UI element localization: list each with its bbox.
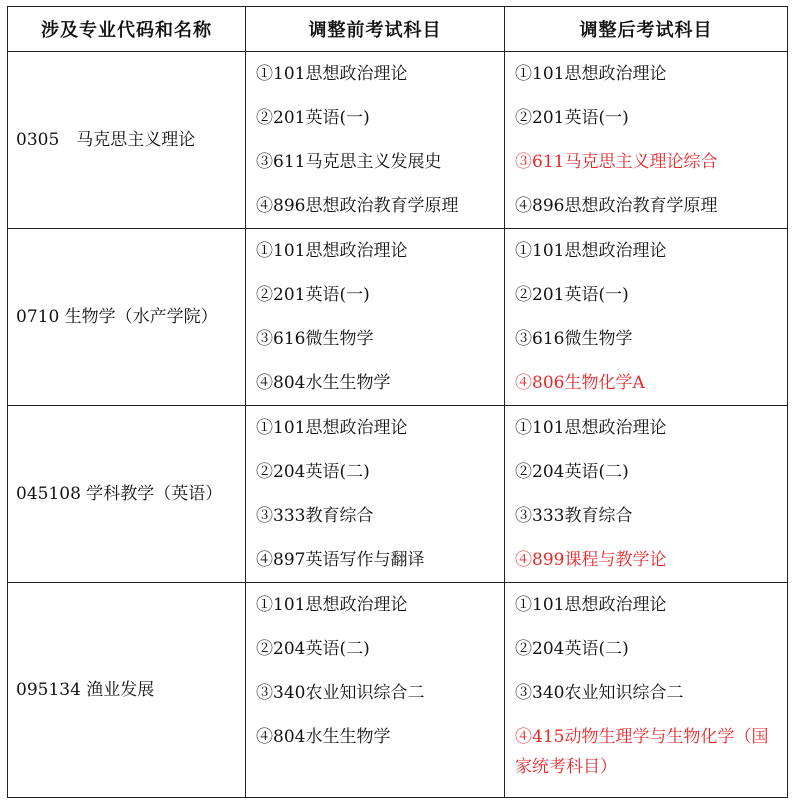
changed-subject-item: ④806生物化学A <box>515 373 645 393</box>
subject-item: ②204英语(二) <box>515 462 629 482</box>
subject-item: ①101思想政治理论 <box>515 418 667 438</box>
after-subjects-cell <box>505 406 788 583</box>
changed-subject-item: ④415动物生理学与生物化学（国家统考科目） <box>515 727 769 777</box>
subject-item: ①101思想政治理论 <box>256 418 408 438</box>
subject-item: ①101思想政治理论 <box>256 595 408 615</box>
subject-item: ②204英语(二) <box>256 639 370 659</box>
major-cell: 0305 马克思主义理论 <box>8 52 246 229</box>
table-row <box>8 229 788 406</box>
subject-item: ①101思想政治理论 <box>256 64 408 84</box>
subject-item: ①101思想政治理论 <box>515 595 667 615</box>
subject-item: ②201英语(一) <box>256 108 370 128</box>
header-after: 调整后考试科目 <box>505 7 788 52</box>
subject-item: ②201英语(一) <box>256 285 370 305</box>
major-cell: 0710 生物学（水产学院） <box>8 229 246 406</box>
exam-subject-adjustment-table <box>7 6 788 798</box>
header-major: 涉及专业代码和名称 <box>8 7 246 52</box>
subject-item: ③616微生物学 <box>515 329 633 349</box>
changed-subject-item: ③611马克思主义理论综合 <box>515 152 718 172</box>
subject-item: ②201英语(一) <box>515 285 629 305</box>
subject-item: ③611马克思主义发展史 <box>256 152 442 172</box>
subject-item: ④896思想政治教育学原理 <box>256 196 459 216</box>
subject-item: ②204英语(二) <box>515 639 629 659</box>
subject-item: ④804水生生物学 <box>256 373 391 393</box>
after-subjects-cell <box>505 583 788 798</box>
table-row <box>8 583 788 798</box>
subject-item: ③340农业知识综合二 <box>515 683 684 703</box>
table-row <box>8 406 788 583</box>
subject-item: ①101思想政治理论 <box>515 241 667 261</box>
before-subjects-cell <box>246 583 505 798</box>
before-subjects-cell <box>246 52 505 229</box>
header-row <box>8 7 788 52</box>
after-subjects-cell <box>505 229 788 406</box>
subject-item: ②204英语(二) <box>256 462 370 482</box>
changed-subject-item: ④899课程与教学论 <box>515 550 667 570</box>
subject-item: ③333教育综合 <box>515 506 633 526</box>
major-cell: 095134 渔业发展 <box>8 583 246 798</box>
subject-item: ②201英语(一) <box>515 108 629 128</box>
subject-item: ④897英语写作与翻译 <box>256 550 425 570</box>
subject-item: ①101思想政治理论 <box>256 241 408 261</box>
before-subjects-cell <box>246 229 505 406</box>
subject-item: ③333教育综合 <box>256 506 374 526</box>
subject-item: ③616微生物学 <box>256 329 374 349</box>
header-before: 调整前考试科目 <box>246 7 505 52</box>
before-subjects-cell <box>246 406 505 583</box>
major-cell: 045108 学科教学（英语） <box>8 406 246 583</box>
subject-item: ④804水生生物学 <box>256 727 391 747</box>
subject-item: ③340农业知识综合二 <box>256 683 425 703</box>
subject-item: ①101思想政治理论 <box>515 64 667 84</box>
table-row <box>8 52 788 229</box>
after-subjects-cell <box>505 52 788 229</box>
subject-item: ④896思想政治教育学原理 <box>515 196 718 216</box>
